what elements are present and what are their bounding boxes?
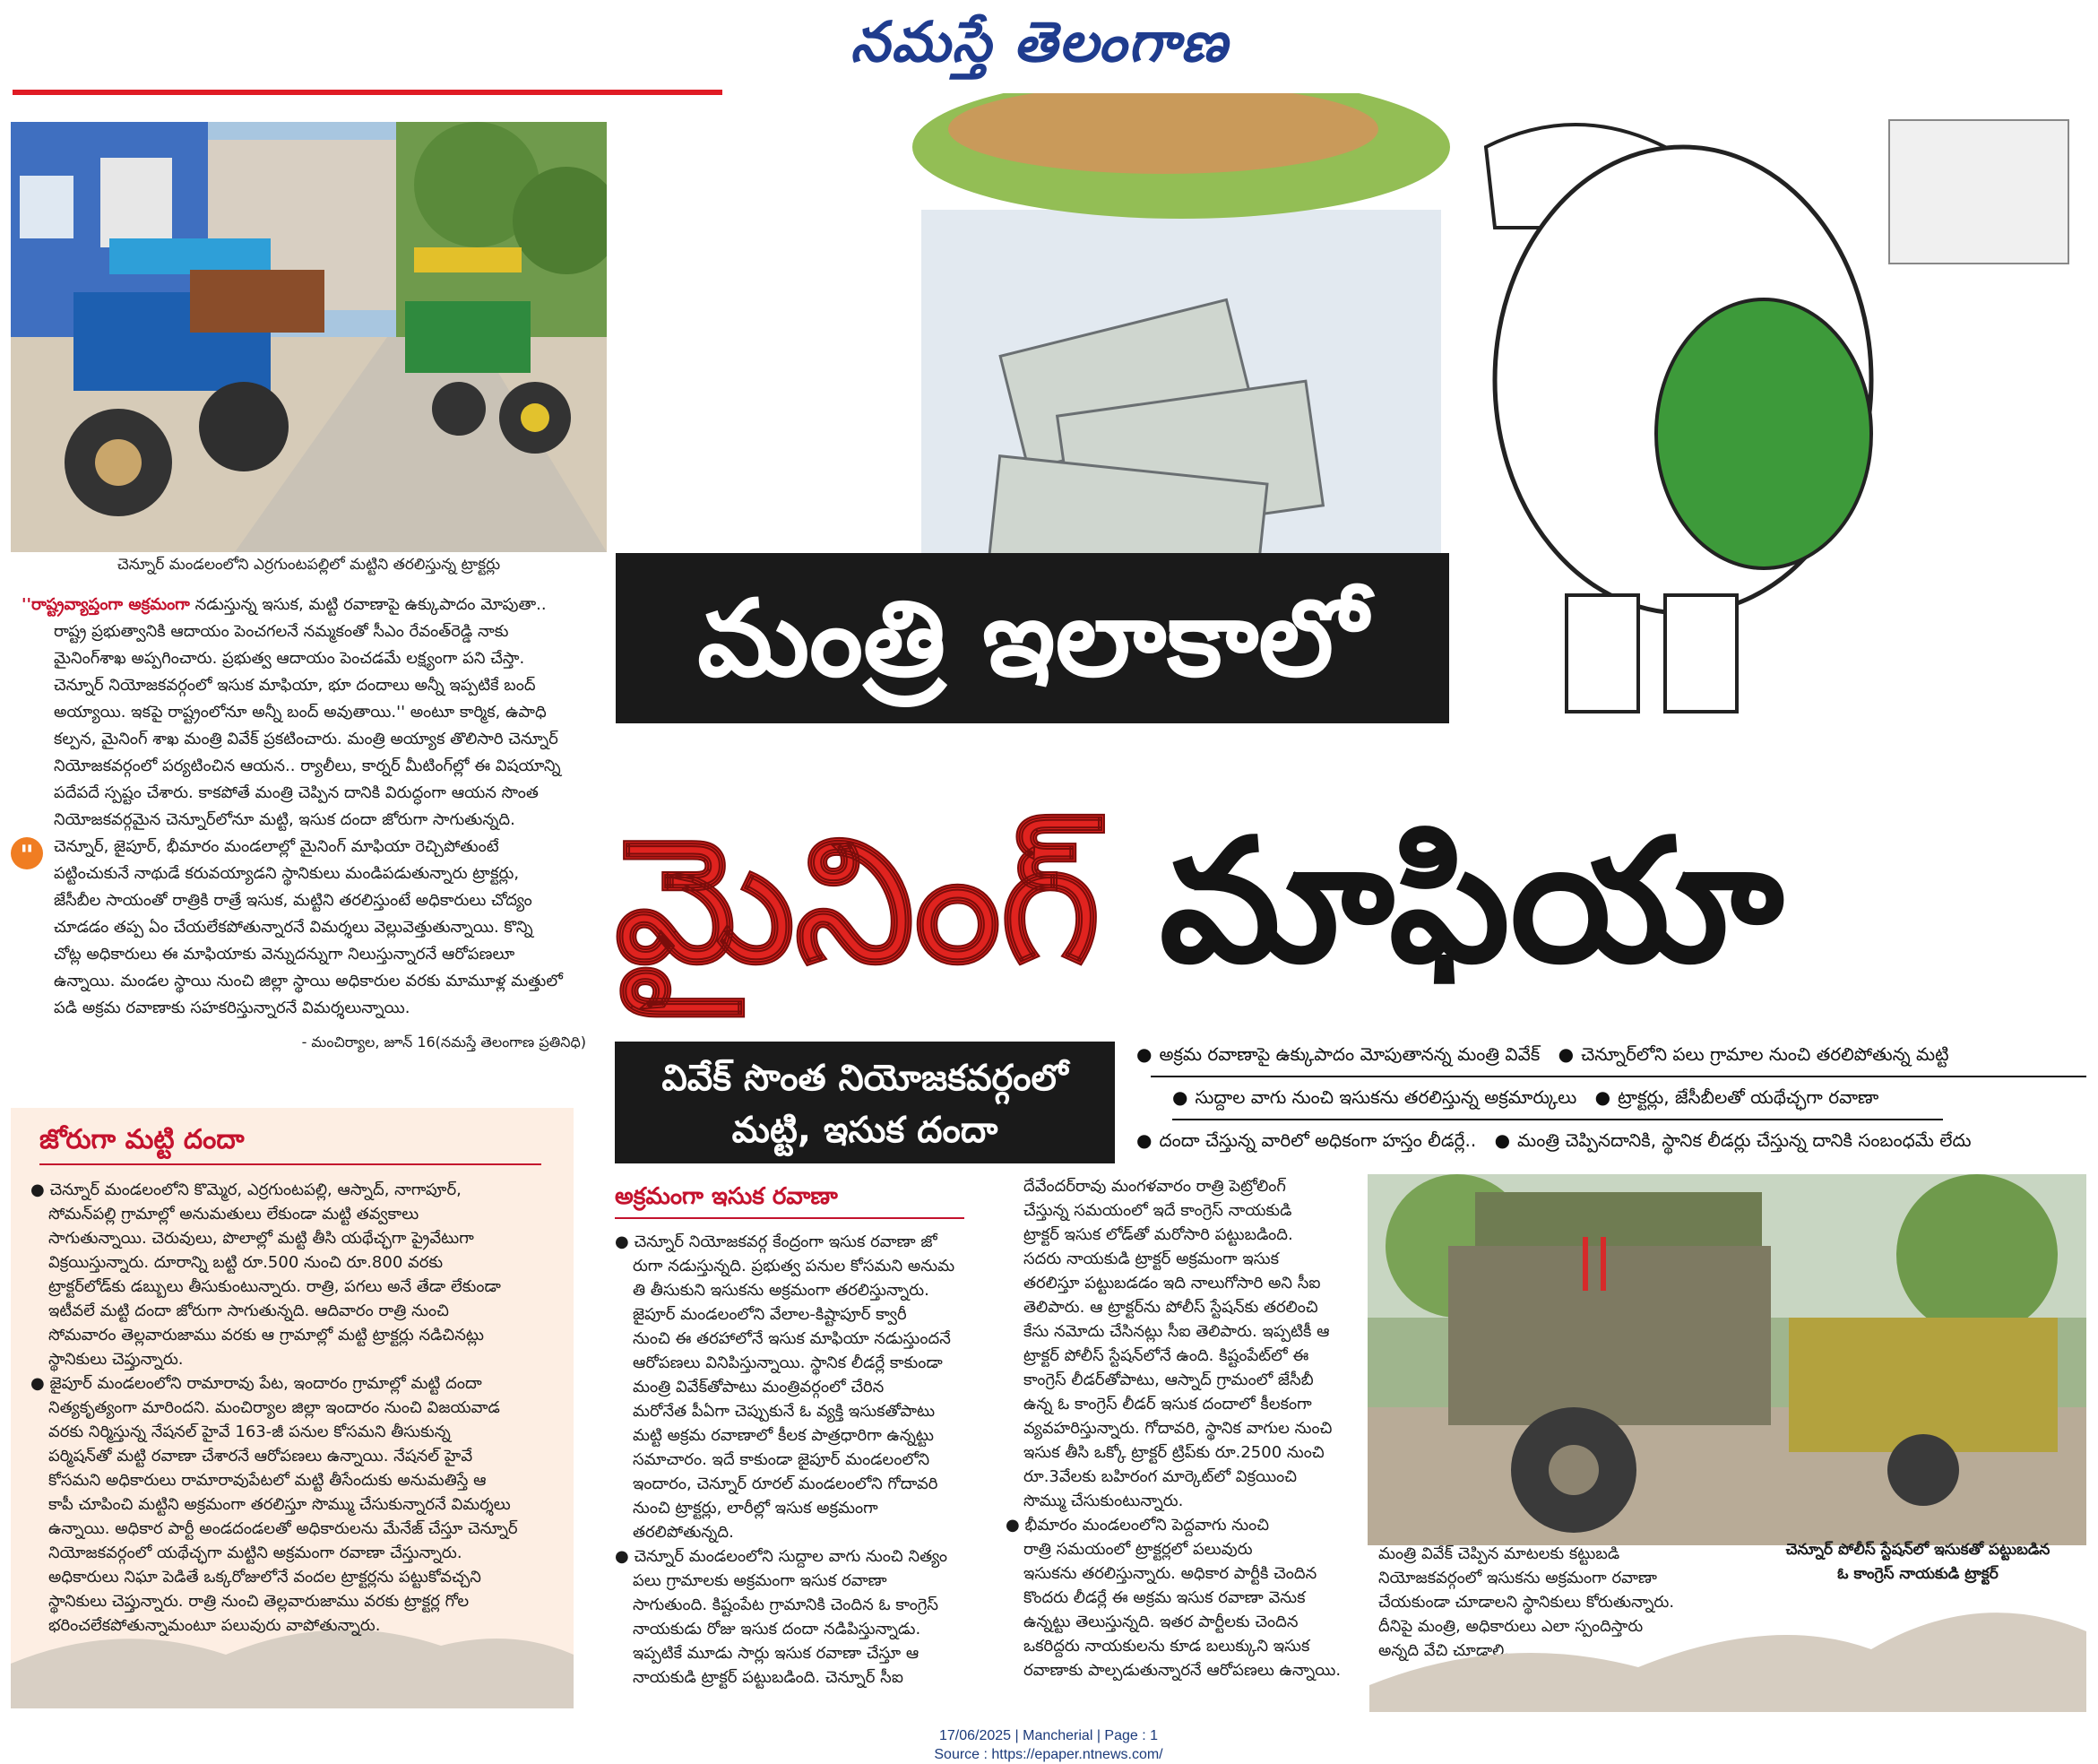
side-line: ఇటీవలే మట్టి దందా జోరుగా సాగుతున్నది. ఆదివారం రాత్రి నుంచి <box>48 1301 449 1320</box>
col2-text-line: చెన్నూర్ నియోజకవర్గ కేంద్రంగా ఇసుక రవాణా జో <box>634 1232 937 1251</box>
intro-line: మైనింగ్‌శాఖ అప్పగించారు. ప్రభుత్వ ఆదాయం పెంచడమే లక్ష్యంగా పని చేస్తా. <box>54 649 525 668</box>
side-line: అధికారులు నిఘా పెడితే ఒక్కరోజులోనే వందల ట్రాక్టర్లను పట్టుకోవచ్చని <box>48 1568 481 1587</box>
bullet-item: దందా చేస్తున్న వారిలో అధికంగా హస్తం లీడర్లే.. <box>1159 1129 1477 1151</box>
col3-line: కేసు నమోదు చేసినట్లు సీఐ తెలిపారు. ఇప్పటికీ ఆ <box>1023 1322 1330 1341</box>
bullet-item: మంత్రి చెప్పినదానికి, స్థానిక లీడర్లు చేస్తున్న దానికి సంబంధమే లేదు <box>1517 1129 1972 1151</box>
bullet-row: ● అక్రమ రవాణాపై ఉక్కుపాదం మోపుతానన్న మంత్రి వివేక్ ● చెన్నూర్‌లోని పలు గ్రామాల నుంచి తరలిపోతున్న మట్టి <box>1136 1043 1949 1065</box>
bullet-item: సుద్దాల వాగు నుంచి ఇసుకను తరలిస్తున్న అక్రమార్కులు <box>1195 1086 1577 1108</box>
col2-line: రుగా నడుస్తున్నది. ప్రభుత్వ పనుల కోసమని అనుమ <box>633 1257 955 1275</box>
side-line: స్థానికులు చెప్తున్నారు. రాత్రి నుంచి తెల్లవారుజాము వరకు ట్రాక్టర్ల గోల <box>48 1592 470 1611</box>
side-line: ఉన్నాయి. అధికార పార్టీ అండదండలతో అధికారులను మేనేజ్ చేస్తూ చెన్నూర్ <box>48 1519 518 1538</box>
col3-text-line: భీమారం మండలంలోని పెద్దవాగు నుంచి <box>1024 1516 1270 1535</box>
bullet-item: చెన్నూర్‌లోని పలు గ్రామాల నుంచి తరలిపోతున్న మట్టి <box>1581 1043 1949 1065</box>
side-line: పర్మిషన్‌తో మట్టి రవాణా చేశారనే ఆరోపణలు ఉన్నాయి. నేషనల్ హైవే <box>48 1447 473 1466</box>
quote-icon: " <box>11 837 43 869</box>
intro-line: చెన్నూర్ నియోజకవర్గంలో ఇసుక మాఫియా, భూ దందాలు అన్నీ ఇప్పటికే బంద్ <box>54 676 536 695</box>
bullet-item: ట్రాక్టర్లు, జేసీబీలతో యథేచ్ఛగా రవాణా <box>1618 1086 1879 1108</box>
col2-line: పలు గ్రామాలకు అక్రమంగా ఇసుక రవాణా <box>633 1571 887 1590</box>
intro-dateline: - మంచిర్యాల, జూన్ 16(నమస్తే తెలంగాణ ప్రతినిధి) <box>301 1033 586 1051</box>
bullet-divider <box>1151 1076 2086 1077</box>
side-line: నిత్యకృత్యంగా మారిందని. మంచిర్యాల జిల్లా ఇందారం నుంచి విజయవాడ <box>48 1398 500 1417</box>
tractor-photo-art <box>11 122 607 552</box>
intro-line: పదేపదే స్పష్టం చేశారు. కాకపోతే మంత్రి చెప్పిన దానికి విరుద్ధంగా ఆయన సొంత <box>54 783 539 802</box>
intro-line <box>22 592 586 618</box>
col3-line: రవాణాకు పాల్పడుతున్నారనే ఆరోపణలు ఉన్నాయి. <box>1023 1661 1342 1680</box>
col2-text <box>615 1230 982 1690</box>
col2-line: మరోనేత పీఏగా చెప్పుకునే ఓ వ్యక్తి ఇసుకతోపాటు <box>633 1402 936 1421</box>
intro-block <box>22 592 586 1056</box>
col2-line: మంత్రి వివేక్‌తోపాటు మంత్రివర్గంలో చేరిన <box>633 1378 885 1396</box>
col3-text <box>1006 1174 1362 1682</box>
col2-line: ఆరోపణలు వినిపిస్తున్నాయి. స్థానిక లీడర్లే కాకుండా <box>633 1353 943 1372</box>
headline-main-black: మాఫియా <box>1159 802 1784 1000</box>
side-line: ట్రాక్టర్‌లోడ్‌కు డబ్బులు తీసుకుంటున్నారు. రాత్రి, పగలు అనే తేడా లేకుండా <box>48 1277 501 1296</box>
masthead-logo: నమస్తే తెలంగాణ <box>850 9 1230 74</box>
subhead-line-1: వివేక్ సొంత నియోజకవర్గంలో <box>661 1058 1068 1099</box>
col2-text-line: చెన్నూర్ మండలంలోని సుద్దాల వాగు నుంచి నిత్యం <box>634 1547 947 1566</box>
page-footer <box>807 1726 1291 1764</box>
side-text-line: జైపూర్ మండలంలోని రామారావు పేట, ఇందారం గ్రామాల్లో మట్టి దందా <box>49 1374 482 1393</box>
subhead-box <box>615 1042 1115 1163</box>
col4-hills <box>1369 1578 2086 1712</box>
col3-line: ఒకరిద్దరు నాయకులను కూడ బలుక్కుని ఇసుక <box>1023 1637 1310 1656</box>
intro-line: ఉన్నాయి. మండల స్థాయి నుంచి జిల్లా స్థాయి అధికారుల వరకు మామూళ్ల మత్తులో <box>54 972 563 990</box>
intro-line: చెన్నూర్, జైపూర్, భీమారం మండలాల్లో మైనింగ్ మాఫియా రెచ్చిపోతుంటే <box>54 837 499 856</box>
intro-line: చోట్ల అధికారులు ఈ మాఫియాకు వెన్నుదన్నుగా నిలుస్తున్నారనే ఆరోపణలూ <box>54 945 515 964</box>
col2-line: ● చెన్నూర్ నియోజకవర్గ కేంద్రంగా ఇసుక రవాణా జో <box>615 1232 937 1251</box>
col3-line: కాంగ్రెస్ లీడర్‌తోపాటు, ఆస్నాద్ గ్రామంలో జేసీబీ <box>1023 1371 1314 1389</box>
side-line: ● జైపూర్ మండలంలోని రామారావు పేట, ఇందారం గ్రామాల్లో మట్టి దందా <box>30 1374 482 1393</box>
col3-line: సొమ్ము చేసుకుంటున్నారు. <box>1023 1492 1184 1510</box>
bullet-row: ● దందా చేస్తున్న వారిలో అధికంగా హస్తం లీడర్లే.. ● మంత్రి చెప్పినదానికి, స్థానిక లీడర్లు చేస్తున్న దానికి సంబంధమే లేదు <box>1136 1129 1972 1151</box>
col2-line: జైపూర్ మండలంలోని వేలాల-కిష్టాపూర్ క్వారీ <box>633 1305 907 1324</box>
col2-line: ● చెన్నూర్ మండలంలోని సుద్దాల వాగు నుంచి నిత్యం <box>615 1547 947 1566</box>
side-line: విక్రయిస్తున్నారు. దూరాన్ని బట్టి రూ.500 నుంచి రూ.800 వరకు <box>48 1253 444 1272</box>
col3-line: ● భీమారం మండలంలోని పెద్దవాగు నుంచి <box>1006 1516 1270 1535</box>
side-text-line: చెన్నూర్ మండలంలోని కొమ్మెర, ఎర్రగుంటపల్లి, ఆస్నాద్, నాగాపూర్, <box>49 1180 462 1199</box>
side-line: నియోజకవర్గంలో యథేచ్ఛగా మట్టిని అక్రమంగా రవాణా చేస్తున్నారు. <box>48 1544 462 1562</box>
col3-line: తెలిపారు. ఆ ట్రాక్టర్‌ను పోలీస్ స్టేషన్‌కు తరలించి <box>1023 1298 1318 1317</box>
headline-main-red: మైనింగ్ <box>615 802 1101 1000</box>
photo-caption: చెన్నూర్ మండలంలోని ఎర్రగుంటపల్లిలో మట్టిని తరలిస్తున్న ట్రాక్టర్లు <box>117 556 501 574</box>
photo-2-caption-line-2: ఓ కాంగ్రెస్ నాయకుడి ట్రాక్టర్ <box>1837 1565 1999 1583</box>
side-title: జోరుగా మట్టి దందా <box>39 1124 245 1155</box>
intro-lead: ''రాష్ట్రవ్యాప్తంగా అక్రమంగా <box>22 595 190 614</box>
col3-line: సదరు నాయకుడి ట్రాక్టర్ అక్రమంగా ఇసుక <box>1023 1250 1280 1268</box>
tractor-photo-2 <box>1368 1174 2086 1545</box>
col2-line: నాయకుడు రోజు ఇసుక దందా నడిపిస్తున్నాడు. <box>633 1620 921 1639</box>
col2-line: సాగుతుంది. కిష్టంపేట గ్రామానికి చెందిన ఓ కాంగ్రెస్ <box>633 1595 939 1614</box>
col2-title-rule <box>615 1217 964 1219</box>
masthead-rule <box>13 90 722 95</box>
col3-line: ఇసుకను తరలిస్తున్నారు. అధికార పార్టీకి చెందిన <box>1023 1564 1317 1583</box>
intro-line: రాష్ట్ర ప్రభుత్వానికి ఆదాయం పెంచగలనే నమ్మకంతో సీఎం రేవంత్‌రెడ్డి నాకు <box>54 622 509 641</box>
footer-date-line: 17/06/2025 | Mancherial | Page : 1 <box>938 1728 1159 1743</box>
tractor-photo <box>11 122 607 552</box>
side-line: సోమవారం తెల్లవారుజాము వరకు ఆ గ్రామాల్లో మట్టి ట్రాక్టర్లు నడిచినట్లు <box>48 1326 484 1345</box>
intro-line: పట్టించుకునే నాథుడే కరువయ్యాడని స్థానికులు మండిపడుతున్నారు ట్రాక్టర్లు, <box>54 864 520 883</box>
col3-line: కొందరు లీడర్లే ఈ అక్రమ ఇసుక రవాణా వెనుక <box>1023 1588 1306 1607</box>
col3-line: ఉన్నట్టు తెలుస్తున్నది. ఇతర పార్టీలకు చెందిన <box>1023 1613 1299 1631</box>
col4-line: మంత్రి వివేక్ చెప్పిన మాటలకు కట్టుబడి <box>1378 1544 1620 1563</box>
col4-line: నియోజకవర్గంలో ఇసుకను అక్రమంగా రవాణా <box>1378 1569 1657 1587</box>
headline-top: మంత్రి ఇలాకాలో <box>616 553 1449 723</box>
footer-source-line: Source : https://epaper.ntnews.com/ <box>934 1747 1163 1762</box>
bullet-item: అక్రమ రవాణాపై ఉక్కుపాదం మోపుతానన్న మంత్రి వివేక్ <box>1159 1043 1541 1065</box>
tractor-photo-2-art <box>1368 1174 2086 1545</box>
col2-line: తి తీసుకుని ఇసుకను అక్రమంగా తరలిస్తున్నారు. <box>633 1281 929 1300</box>
col2-line: సమాచారం. ఇదే కాకుండా జైపూర్ మండలంలోని <box>633 1450 930 1469</box>
col2-line: ఇందారం, చెన్నూర్ రూరల్ మండలంలోని గోదావరి <box>633 1474 938 1493</box>
side-box <box>11 1108 574 1708</box>
headline-main <box>615 767 2085 1045</box>
side-line: వరకు నిర్మిస్తున్న నేషనల్ హైవే 163-జీ పనుల కోసమని తీసుకున్న <box>48 1422 451 1441</box>
side-line: కాపీ చూపించి మట్టిని అక్రమంగా తరలిస్తూ సొమ్ము చేసుకున్నారనే విమర్శలు <box>48 1495 511 1514</box>
bullet-highlights <box>1136 1043 2086 1162</box>
side-line: సాగుతున్నాయి. చెరువులు, పొలాల్లో మట్టి తీసి యథేచ్ఛగా ప్రైవేటుగా <box>48 1229 474 1248</box>
side-line: సోమన్‌పల్లి గ్రామాల్లో అనుమతులు లేకుండా మట్టి తవ్వకాలు <box>48 1205 419 1224</box>
col3-line: ట్రాక్టర్ ఇసుక లోడ్‌తో మరోసారి పట్టుబడింది. <box>1023 1225 1293 1244</box>
side-line: కోసమని అధికారులు రామారావుపేటలో మట్టి తీసేందుకు అనుమతిస్తే ఆ <box>48 1471 487 1490</box>
side-line: భరించలేకపోతున్నామంటూ పలువురు వాపోతున్నారు. <box>48 1616 381 1635</box>
col4-line: చేయకుండా చూడాలని స్థానికులు కోరుతున్నారు. <box>1378 1593 1675 1612</box>
intro-line: చూడడం తప్ప ఏం చేయలేకపోతున్నారనే విమర్శలు వెల్లువెత్తుతున్నాయి. కొన్ని <box>54 918 533 937</box>
intro-line-0: నడుస్తున్న ఇసుక, మట్టి రవాణాపై ఉక్కుపాదం మోపుతా.. <box>194 595 547 614</box>
col3-line: దేవేందర్‌రావు మంగళవారం రాత్రి పెట్రోలింగ్ <box>1023 1177 1286 1196</box>
intro-line: పడి అక్రమ రవాణాకు సహకరిస్తున్నారనే విమర్శలున్నాయి. <box>54 999 410 1017</box>
col4-line: అన్నది వేచి చూడాలి. <box>1378 1641 1510 1660</box>
bullet-row: ● సుద్దాల వాగు నుంచి ఇసుకను తరలిస్తున్న అక్రమార్కులు ● ట్రాక్టర్లు, జేసీబీలతో యథేచ్ఛగా రవాణా <box>1172 1086 1879 1108</box>
col3-line: ఇసుక తీసి ఒక్కో ట్రాక్టర్ ట్రిప్‌కు రూ.2500 నుంచి <box>1023 1443 1325 1462</box>
col2-line: నాయకుడి ట్రాక్టర్ పట్టుబడింది. చెన్నూర్ సీఐ <box>633 1668 903 1687</box>
col2-line: ఇప్పటికే మూడు సార్లు ఇసుక రవాణా చేస్తూ ఆ <box>633 1644 919 1663</box>
intro-line: కల్పన, మైనింగ్ శాఖ మంత్రి వివేక్ ప్రకటించారు. మంత్రి అయ్యాక తొలిసారి చెన్నూర్ <box>54 730 558 748</box>
subhead-line-2: మట్టి, ఇసుక దందా <box>731 1110 998 1151</box>
col3-line: రాత్రి సమయంలో ట్రాక్టర్లలో పలువురు <box>1023 1540 1253 1559</box>
col2-title: అక్రమంగా ఇసుక రవాణా <box>615 1183 838 1210</box>
side-text <box>30 1178 563 1638</box>
side-line: ● చెన్నూర్ మండలంలోని కొమ్మెర, ఎర్రగుంటపల్లి, ఆస్నాద్, నాగాపూర్, <box>30 1180 462 1199</box>
col3-line: చేస్తున్న సమయంలో ఇదే కాంగ్రెస్ నాయకుడి <box>1023 1201 1292 1220</box>
col3-line: వ్యవహరిస్తున్నారు. గోదావరి, స్థానిక వాగుల నుంచి <box>1023 1419 1333 1438</box>
col3-line: ట్రాక్టర్ పోలీస్ స్టేషన్‌లోనే ఉంది. కిష్టంపేట్‌లో ఈ <box>1023 1346 1309 1365</box>
intro-line: నియోజకవర్గంలో పర్యటించిన ఆయన.. ర్యాలీలు, కార్నర్ మీటింగ్‌ల్లో ఈ విషయాన్ని <box>54 757 561 775</box>
side-title-rule <box>39 1163 541 1165</box>
col2-line: నుంచి ట్రాక్టర్లు, లారీల్లో ఇసుక అక్రమంగా <box>633 1499 878 1518</box>
photo-2-caption-line-1: చెన్నూర్ పోలీస్ స్టేషన్‌లో ఇసుకతో పట్టుబడిన <box>1785 1541 2051 1559</box>
col3-line: తరలిస్తూ పట్టుబడడం ఇది నాలుగోసారి అని సీఐ <box>1023 1274 1321 1293</box>
col2-line: తరలిపోతున్నది. <box>633 1523 734 1542</box>
col2-line: మట్టి అక్రమ రవాణాలో కీలక పాత్రధారిగా ఉన్నట్టు <box>633 1426 934 1445</box>
col4-line: దీనిపై మంత్రి, అధికారులు ఎలా స్పందిస్తారు <box>1378 1617 1644 1636</box>
intro-line: నియోజకవర్గమైన చెన్నూర్‌లోనూ మట్టి, ఇసుక దందా జోరుగా సాగుతున్నది. <box>54 810 515 829</box>
side-line: స్థానికులు చెప్తున్నారు. <box>48 1350 184 1369</box>
intro-line: జేసీబీల సాయంతో రాత్రికి రాత్రే ఇసుక, మట్టిని తరలిస్తుంటే అధికారులు చోద్యం <box>54 891 532 910</box>
col2-line: నుంచి ఈ తరహాలోనే ఇసుక మాఫియా నడుస్తుందనే <box>633 1329 951 1348</box>
col3-line: ఉన్న ఓ కాంగ్రెస్ లీడర్ ఇసుక దందాలో కీలకంగా <box>1023 1395 1312 1414</box>
bullet-divider <box>1172 1119 1943 1120</box>
intro-line: అయ్యాయి. ఇకపై రాష్ట్రంలోనూ అన్నీ బంద్ అవుతాయి.'' అంటూ కార్మిక, ఉపాధి <box>54 703 547 722</box>
col3-line: రూ.3వేలకు బహిరంగ మార్కెట్‌లో విక్రయించి <box>1023 1467 1298 1486</box>
